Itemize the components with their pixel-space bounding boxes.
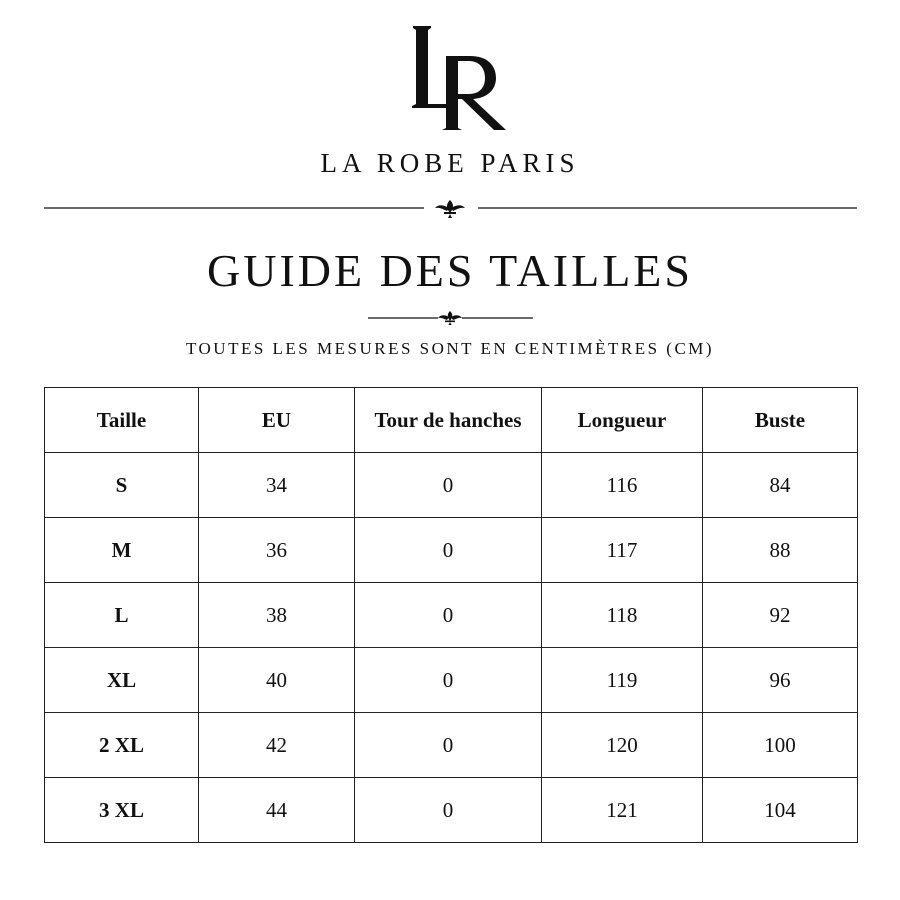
cell-length: 119 [542, 648, 703, 713]
cell-bust: 104 [703, 778, 858, 843]
cell-bust: 96 [703, 648, 858, 713]
table-row [45, 648, 858, 713]
cell-bust: 84 [703, 453, 858, 518]
brand-name: LA ROBE PARIS [320, 148, 580, 178]
cell-size: 2 XL [45, 713, 199, 778]
table-row [45, 453, 858, 518]
header-divider [0, 196, 900, 220]
table-row [45, 778, 858, 843]
measurement-note: TOUTES LES MESURES SONT EN CENTIMÈTRES (CM) [185, 339, 715, 358]
title-divider [0, 308, 900, 328]
cell-eu: 38 [199, 583, 355, 648]
cell-eu: 40 [199, 648, 355, 713]
cell-hips: 0 [355, 518, 542, 583]
cell-size: M [45, 518, 199, 583]
cell-hips: 0 [355, 778, 542, 843]
cell-length: 121 [542, 778, 703, 843]
table-row [45, 713, 858, 778]
cell-size: XL [45, 648, 199, 713]
cell-size: S [45, 453, 199, 518]
header-tour-de-hanches: Tour de hanches [355, 388, 542, 453]
cell-length: 120 [542, 713, 703, 778]
cell-hips: 0 [355, 453, 542, 518]
cell-eu: 34 [199, 453, 355, 518]
page-title: GUIDE DES TAILLES [207, 245, 693, 296]
cell-length: 118 [542, 583, 703, 648]
cell-eu: 44 [199, 778, 355, 843]
brand-monogram-logo [0, 18, 900, 138]
header-eu: EU [199, 388, 355, 453]
cell-hips: 0 [355, 713, 542, 778]
table-row [45, 518, 858, 583]
table-header-row [45, 388, 858, 453]
monogram-letter-l [412, 26, 446, 108]
cell-hips: 0 [355, 583, 542, 648]
table-row [45, 583, 858, 648]
cell-bust: 92 [703, 583, 858, 648]
cell-length: 116 [542, 453, 703, 518]
cell-eu: 42 [199, 713, 355, 778]
cell-bust: 88 [703, 518, 858, 583]
size-chart-table [44, 387, 858, 843]
cell-hips: 0 [355, 648, 542, 713]
cell-bust: 100 [703, 713, 858, 778]
cell-size: L [45, 583, 199, 648]
fleur-de-lis-icon [435, 200, 465, 218]
monogram-letter-r [442, 56, 506, 130]
header-taille: Taille [45, 388, 199, 453]
cell-eu: 36 [199, 518, 355, 583]
cell-length: 117 [542, 518, 703, 583]
cell-size: 3 XL [45, 778, 199, 843]
header-buste: Buste [703, 388, 858, 453]
header-longueur: Longueur [542, 388, 703, 453]
fleur-de-lis-icon [438, 311, 462, 325]
